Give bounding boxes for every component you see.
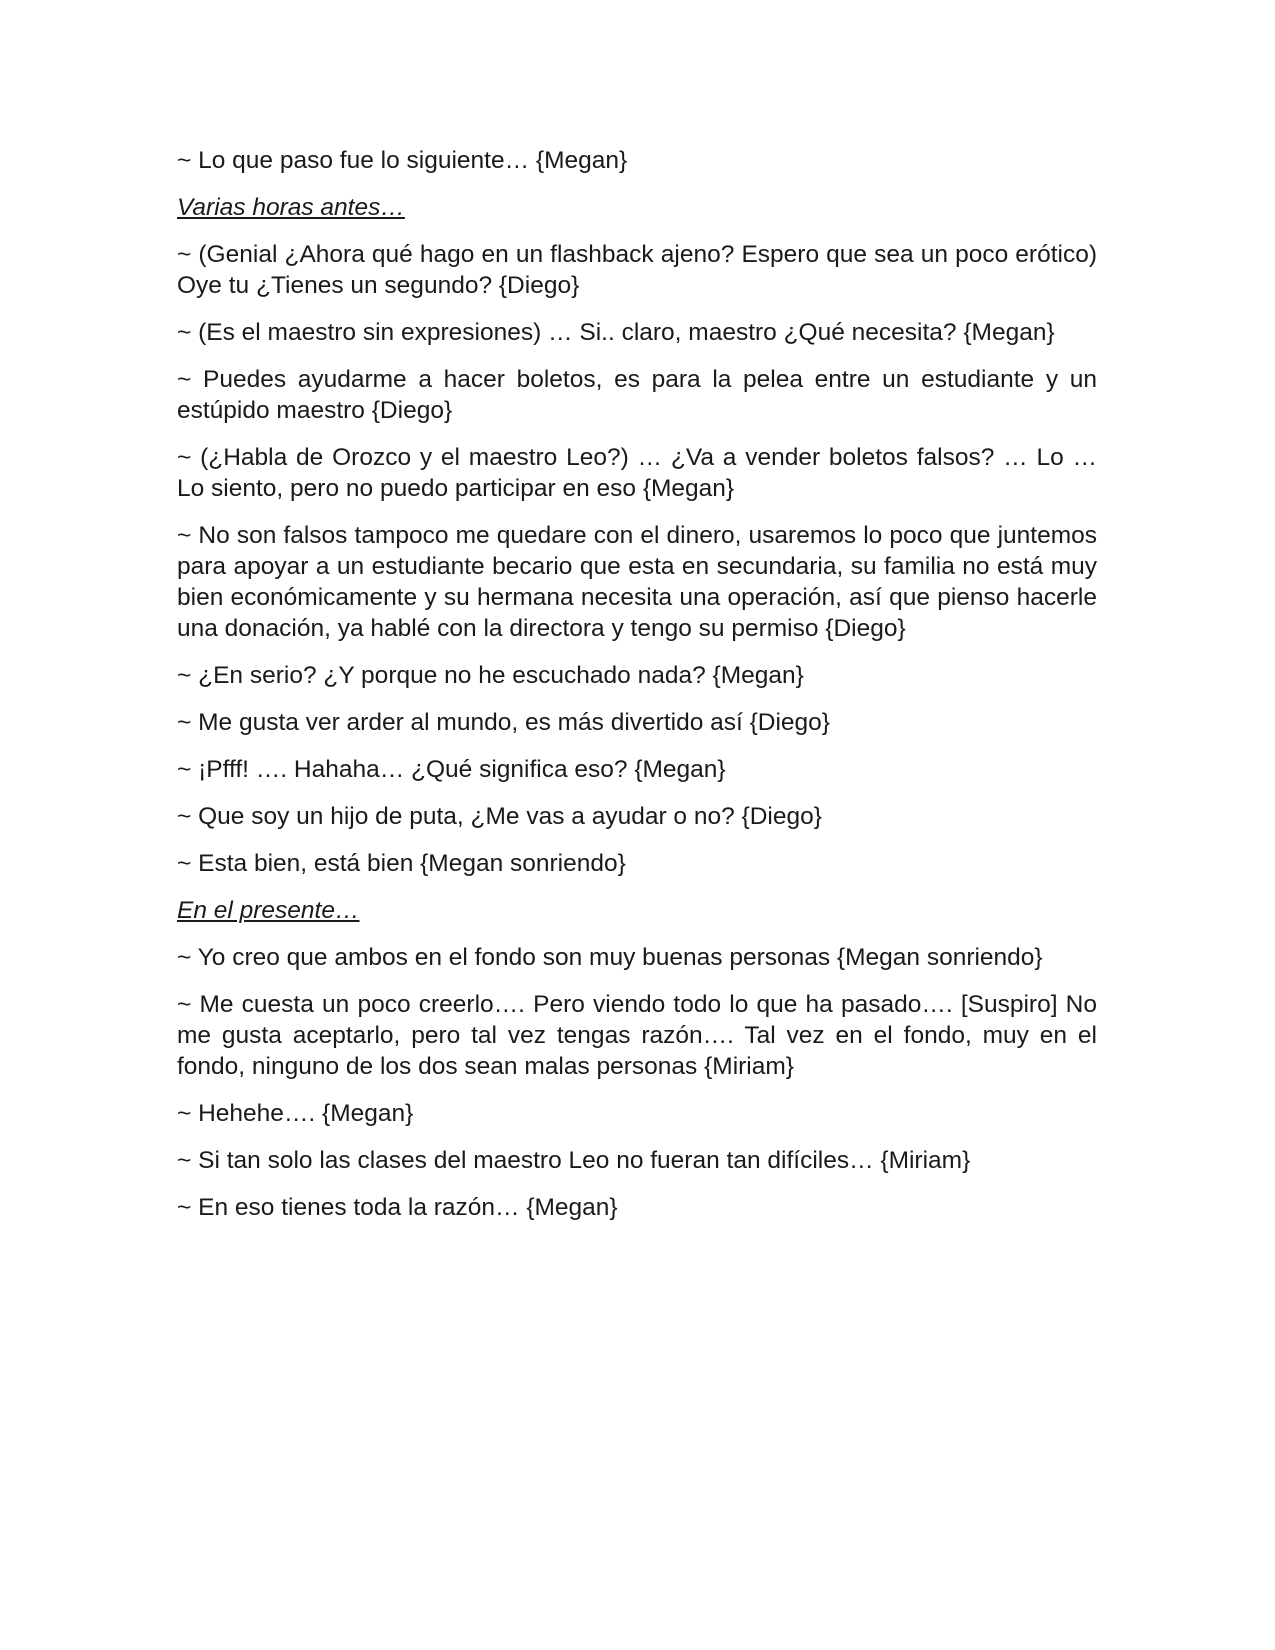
scene-heading: En el presente… bbox=[177, 897, 360, 924]
dialogue-line: ~ Puedes ayudarme a hacer boletos, es para la pelea entre un estudiante y un estúpido maestro {Diego} bbox=[177, 366, 1097, 424]
dialogue-line: ~ En eso tienes toda la razón… {Megan} bbox=[177, 1194, 618, 1221]
dialogue-line: ~ Yo creo que ambos en el fondo son muy buenas personas {Megan sonriendo} bbox=[177, 944, 1043, 971]
document-page bbox=[177, 145, 1097, 1239]
dialogue-line: ~ Hehehe…. {Megan} bbox=[177, 1100, 414, 1127]
dialogue-line: ~ (¿Habla de Orozco y el maestro Leo?) … ¿Va a vender boletos falsos? … Lo … Lo siento, pero no puedo participar en eso {Megan} bbox=[177, 444, 1097, 502]
dialogue-line: ~ Si tan solo las clases del maestro Leo no fueran tan difíciles… {Miriam} bbox=[177, 1147, 971, 1174]
dialogue-line: ~ ¡Pfff! …. Hahaha… ¿Qué significa eso? {Megan} bbox=[177, 756, 726, 783]
scene-heading: Varias horas antes… bbox=[177, 194, 405, 221]
dialogue-line: ~ Me gusta ver arder al mundo, es más divertido así {Diego} bbox=[177, 709, 830, 736]
dialogue-line: ~ Que soy un hijo de puta, ¿Me vas a ayudar o no? {Diego} bbox=[177, 803, 822, 830]
dialogue-line: ~ No son falsos tampoco me quedare con el dinero, usaremos lo poco que juntemos para apoyar a un estudiante becario que esta en secundaria, su familia no está muy bien económicamente y su hermana necesita una operación, así que pienso hacerle una donación, ya hablé con la directora y tengo su permiso {Diego} bbox=[177, 522, 1097, 642]
dialogue-line: ~ Me cuesta un poco creerlo…. Pero viendo todo lo que ha pasado…. [Suspiro] No me gusta aceptarlo, pero tal vez tengas razón…. Tal vez en el fondo, muy en el fondo, ninguno de los dos sean malas personas {Miriam} bbox=[177, 991, 1097, 1080]
dialogue-line: ~ (Es el maestro sin expresiones) … Si.. claro, maestro ¿Qué necesita? {Megan} bbox=[177, 319, 1055, 346]
dialogue-line: ~ Esta bien, está bien {Megan sonriendo} bbox=[177, 850, 626, 877]
dialogue-line: ~ (Genial ¿Ahora qué hago en un flashback ajeno? Espero que sea un poco erótico) Oye tu ¿Tienes un segundo? {Diego} bbox=[177, 241, 1097, 299]
dialogue-line: ~ Lo que paso fue lo siguiente… {Megan} bbox=[177, 147, 628, 174]
dialogue-line: ~ ¿En serio? ¿Y porque no he escuchado nada? {Megan} bbox=[177, 662, 804, 689]
